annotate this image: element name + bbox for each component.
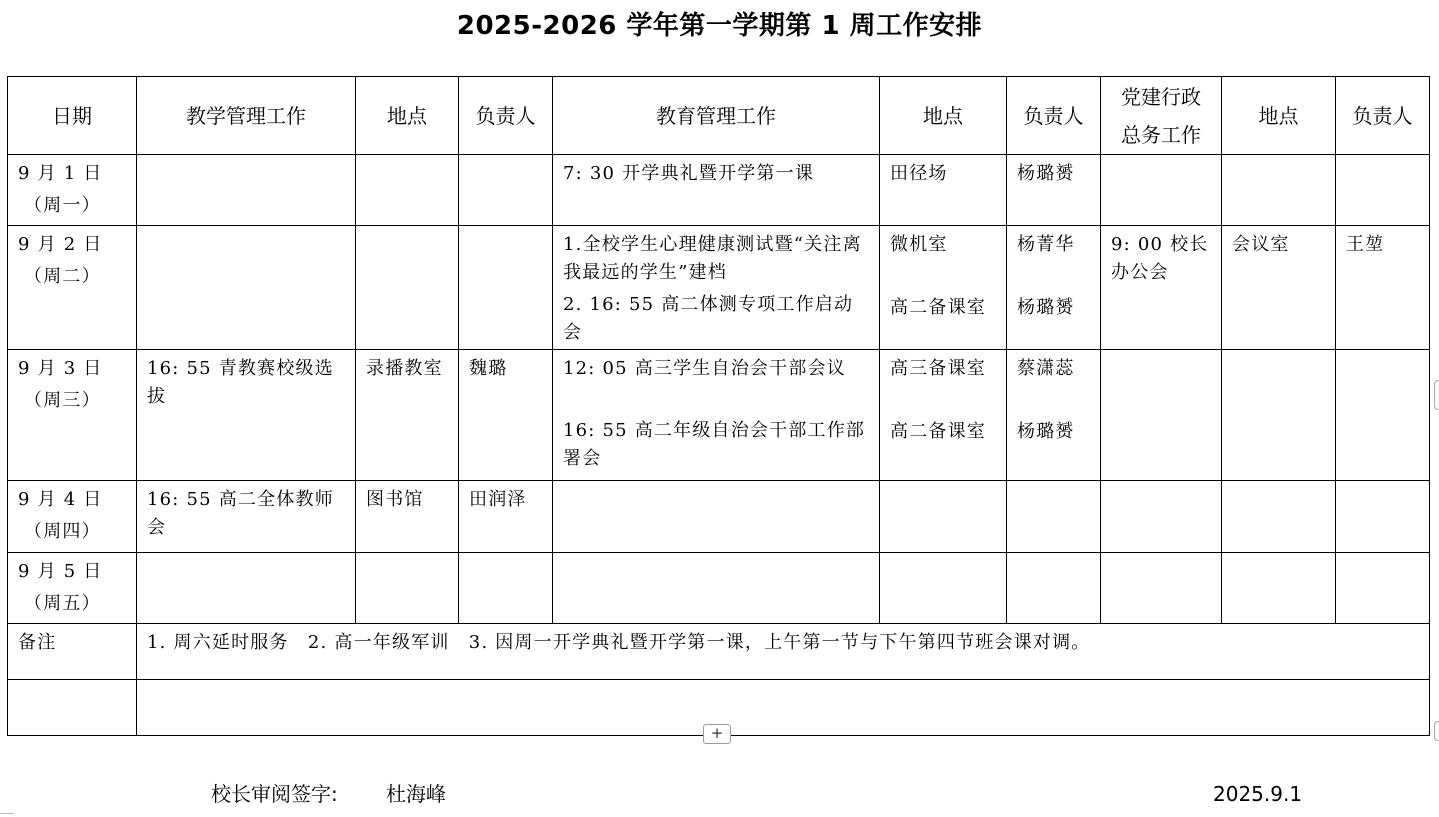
education-work-cell	[553, 481, 880, 553]
date-cell	[8, 350, 137, 481]
education-owner-cell	[1007, 553, 1101, 624]
education-owner-cell	[1007, 155, 1101, 226]
party-work-cell	[1101, 350, 1222, 481]
date-cell	[8, 155, 137, 226]
table-resize-handle[interactable]	[1434, 380, 1439, 410]
table-row	[8, 155, 1430, 226]
header-teaching-owner: 负责人	[459, 77, 553, 155]
add-row-button[interactable]: +	[703, 724, 731, 744]
date-text: 9 月 1 日	[18, 163, 103, 184]
teaching-place-cell	[356, 553, 459, 624]
teaching-place-cell	[356, 155, 459, 226]
education-place-cell	[880, 350, 1007, 481]
education-place-cell	[880, 155, 1007, 226]
header-education-work: 教育管理工作	[553, 77, 880, 155]
date-text: 9 月 3 日	[18, 358, 103, 379]
education-place-item: 高三备课室	[890, 358, 986, 379]
teaching-place-cell	[356, 226, 459, 350]
education-owner-cell	[1007, 226, 1101, 350]
reviewer-name: 杜海峰	[386, 782, 446, 806]
header-party-owner: 负责人	[1336, 77, 1430, 155]
date-cell	[8, 226, 137, 350]
teaching-owner-cell	[459, 226, 553, 350]
party-work-cell	[1101, 553, 1222, 624]
teaching-work-cell	[137, 155, 356, 226]
empty-cell	[8, 680, 137, 736]
education-work-item: 16: 55 高二年级自治会干部工作部署会	[563, 420, 866, 469]
education-place-item: 高二备课室	[890, 421, 986, 442]
party-work-cell	[1101, 481, 1222, 553]
weekday-text: （周五）	[24, 593, 101, 614]
education-place-item: 田径场	[890, 163, 948, 184]
party-place-cell	[1222, 350, 1336, 481]
party-owner-cell	[1336, 155, 1430, 226]
education-owner-item: 杨璐赟	[1017, 163, 1075, 184]
header-party-work	[1101, 77, 1222, 155]
weekday-text: （周四）	[24, 521, 101, 542]
header-education-owner: 负责人	[1007, 77, 1101, 155]
education-place-cell	[880, 553, 1007, 624]
header-teaching-place: 地点	[356, 77, 459, 155]
education-place-cell	[880, 226, 1007, 350]
header-education-place: 地点	[880, 77, 1007, 155]
empty-cell	[137, 680, 1430, 736]
table-row	[8, 350, 1430, 481]
party-work-cell: 9: 00 校长办公会	[1101, 226, 1222, 350]
weekday-text: （周二）	[24, 266, 101, 287]
teaching-work-cell	[137, 553, 356, 624]
date-text: 9 月 4 日	[18, 489, 103, 510]
date-text: 9 月 2 日	[18, 234, 103, 255]
party-place-cell: 会议室	[1222, 226, 1336, 350]
education-owner-cell	[1007, 350, 1101, 481]
page-title: 2025-2026 学年第一学期第 1 周工作安排	[456, 11, 983, 41]
education-place-item: 高二备课室	[890, 297, 986, 318]
notes-label: 备注	[8, 624, 137, 680]
teaching-owner-cell	[459, 553, 553, 624]
table-row	[8, 226, 1430, 350]
teaching-place-cell: 图书馆	[356, 481, 459, 553]
education-place-cell	[880, 481, 1007, 553]
party-place-cell	[1222, 553, 1336, 624]
education-work-cell	[553, 226, 880, 350]
date-text: 9 月 5 日	[18, 561, 103, 582]
party-work-cell	[1101, 155, 1222, 226]
header-row	[8, 77, 1430, 155]
table-row	[8, 481, 1430, 553]
education-work-cell	[553, 553, 880, 624]
education-owner-item: 杨璐赟	[1017, 421, 1075, 442]
education-work-cell	[553, 155, 880, 226]
table-resize-handle[interactable]	[1434, 721, 1439, 741]
education-work-item: 2. 16: 55 高二体测专项工作启动会	[563, 294, 854, 343]
header-teaching-work: 教学管理工作	[137, 77, 356, 155]
page-corner-mark	[0, 813, 14, 814]
header-party-work-line2: 总务工作	[1121, 122, 1201, 147]
notes-row	[8, 624, 1430, 680]
notes-text: 1. 周六延时服务 2. 高一年级军训 3. 因周一开学典礼暨开学第一课，上午第一节与下午第四节班会课对调。	[137, 624, 1430, 680]
education-work-cell	[553, 350, 880, 481]
teaching-place-cell: 录播教室	[356, 350, 459, 481]
teaching-work-cell: 16: 55 高二全体教师会	[137, 481, 356, 553]
header-party-place: 地点	[1222, 77, 1336, 155]
education-owner-cell	[1007, 481, 1101, 553]
teaching-work-cell	[137, 226, 356, 350]
party-owner-cell: 王堃	[1336, 226, 1430, 350]
party-owner-cell	[1336, 350, 1430, 481]
party-place-cell	[1222, 155, 1336, 226]
schedule-table	[7, 76, 1430, 736]
education-owner-item: 杨璐赟	[1017, 297, 1075, 318]
teaching-owner-cell	[459, 155, 553, 226]
date-cell	[8, 481, 137, 553]
weekday-text: （周三）	[24, 390, 101, 411]
teaching-owner-cell: 田润泽	[459, 481, 553, 553]
header-party-work-line1: 党建行政	[1121, 84, 1201, 109]
teaching-owner-cell: 魏璐	[459, 350, 553, 481]
education-work-item: 7: 30 开学典礼暨开学第一课	[563, 163, 815, 184]
education-work-item: 1.全校学生心理健康测试暨“关注离我最远的学生”建档	[563, 234, 862, 283]
education-owner-item: 蔡潇蕊	[1017, 358, 1075, 379]
header-date: 日期	[8, 77, 137, 155]
weekday-text: （周一）	[24, 195, 101, 216]
review-signature-label: 校长审阅签字:	[211, 782, 338, 806]
date-cell	[8, 553, 137, 624]
footer-date: 2025.9.1	[1213, 782, 1303, 806]
party-owner-cell	[1336, 481, 1430, 553]
education-owner-item: 杨菁华	[1017, 234, 1075, 255]
party-place-cell	[1222, 481, 1336, 553]
education-place-item: 微机室	[890, 234, 948, 255]
education-work-item: 12: 05 高三学生自治会干部会议	[563, 358, 846, 379]
teaching-work-cell: 16: 55 青教赛校级选拔	[137, 350, 356, 481]
table-row	[8, 553, 1430, 624]
party-owner-cell	[1336, 553, 1430, 624]
